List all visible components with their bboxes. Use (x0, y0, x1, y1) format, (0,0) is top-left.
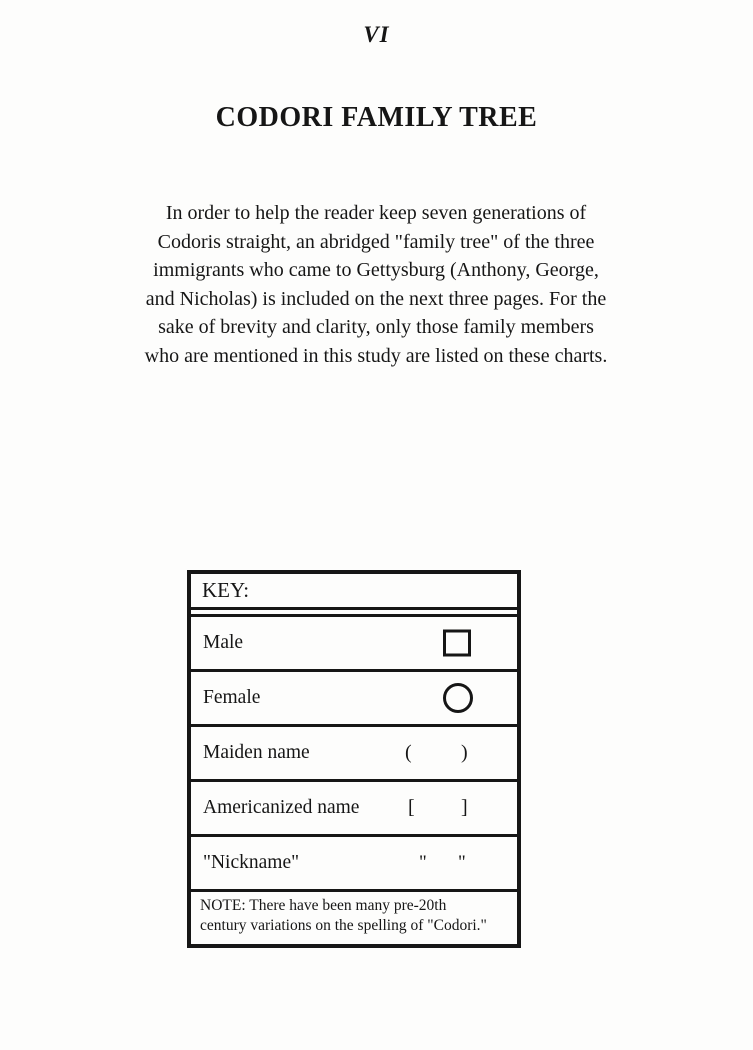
close-bracket-symbol: ] (461, 796, 468, 819)
key-row-label: Americanized name (203, 797, 360, 818)
key-note (191, 889, 517, 944)
key-row-female (191, 669, 517, 724)
key-row-label: Male (203, 632, 244, 653)
key-row-label: Maiden name (203, 742, 310, 763)
key-row-label: Female (203, 687, 261, 708)
note-line: century variations on the spelling of "Codori." (200, 917, 487, 934)
paragraph-line: who are mentioned in this study are listed on these charts. (144, 344, 608, 367)
paragraph-line: immigrants who came to Gettysburg (Anthony, George, (153, 259, 599, 282)
key-row-americanized-name (191, 779, 517, 834)
key-row-label: "Nickname" (203, 852, 300, 873)
key-row-male (191, 614, 517, 669)
open-bracket-symbol: [ (408, 796, 415, 819)
male-square-icon (443, 630, 471, 657)
key-row-maiden-name (191, 724, 517, 779)
key-legend-table (187, 570, 521, 948)
close-paren-symbol: ) (461, 741, 468, 764)
note-line: NOTE: There have been many pre-20th (200, 897, 447, 914)
open-paren-symbol: ( (405, 741, 412, 764)
key-header (191, 574, 517, 610)
paragraph-line: Codoris straight, an abridged "family tree" of the three (157, 230, 595, 253)
paragraph-line: sake of brevity and clarity, only those family members (158, 316, 594, 339)
page-number: VI (363, 22, 390, 47)
paragraph-line: and Nicholas) is included on the next three pages. For the (145, 287, 607, 310)
close-quote-symbol: " (458, 852, 466, 873)
paragraph-line: In order to help the reader keep seven generations of (165, 202, 587, 224)
open-quote-symbol: " (419, 852, 427, 873)
key-header-label: KEY: (202, 578, 250, 602)
intro-paragraph (66, 199, 686, 371)
page-title: CODORI FAMILY TREE (215, 102, 538, 133)
key-row-nickname (191, 834, 517, 889)
female-circle-icon (443, 683, 473, 713)
